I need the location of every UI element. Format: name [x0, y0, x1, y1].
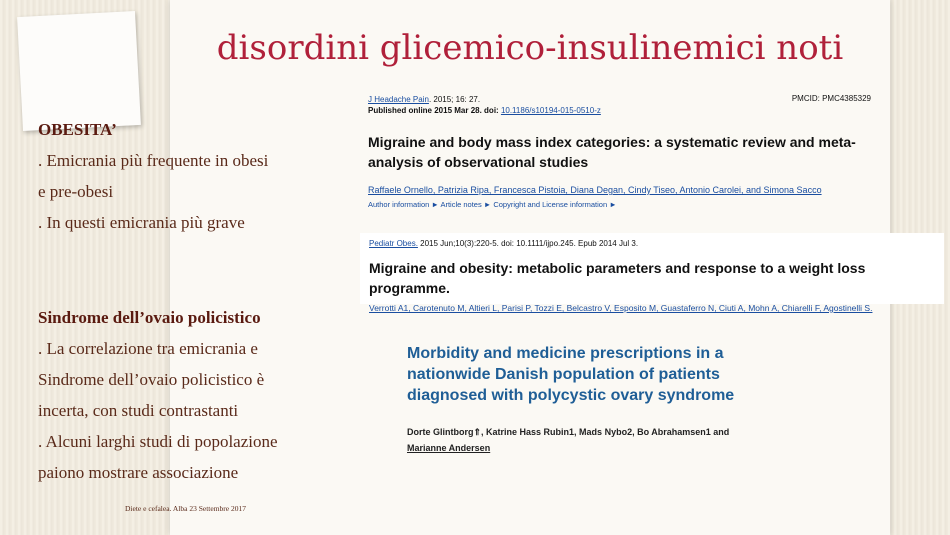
citation-text: . 2015; 16: 27. — [428, 95, 481, 104]
article-title: Migraine and body mass index categories: a systematic review and meta-analysis of observational studies — [368, 134, 856, 170]
article-danish-pcos — [407, 343, 787, 456]
pcos-line: incerta, con studi contrastanti — [38, 401, 239, 420]
obesity-heading: OBESITA’ — [38, 120, 117, 139]
pcos-line: Sindrome dell’ovaio policistico è — [38, 370, 265, 389]
pcos-line: . La correlazione tra emicrania e — [38, 339, 258, 358]
citation-text: 2015 Jun;10(3):220-5. doi: 10.1111/ijpo.245. Epub 2014 Jul 3. — [417, 239, 639, 248]
pmcid: PMCID: PMC4385329 — [791, 94, 871, 103]
obesity-line: e pre-obesi — [38, 182, 114, 201]
pcos-line: . Alcuni larghi studi di popolazione — [38, 432, 278, 451]
slide-footer: Diete e cefalea. Alba 23 Settembre 2017 — [125, 504, 246, 513]
pcos-line: paiono mostrare associazione — [38, 463, 239, 482]
author-list[interactable]: Verrotti A1, Carotenuto M, Altieri L, Parisi P, Tozzi E, Belcastro V, Esposito M, Guastaferro N, Ciuti A, Mohn A, Chiarelli F, Agostinelli S. — [369, 303, 873, 313]
obesity-section — [38, 114, 268, 238]
slide-title: disordini glicemico-insulinemici noti — [216, 28, 844, 68]
author-list — [407, 424, 787, 456]
journal-link[interactable]: Pediatr Obes. — [369, 239, 418, 248]
pcos-section — [38, 302, 278, 488]
authors-line: Dorte Glintborg⇑, Katrine Hass Rubin1, Mads Nybo2, Bo Abrahamsen1 and — [407, 427, 730, 437]
authors-line: Marianne Andersen — [407, 443, 491, 453]
article-title: Migraine and obesity: metabolic parameters and response to a weight loss programme. — [369, 260, 866, 296]
obesity-line: . Emicrania più frequente in obesi — [38, 151, 269, 170]
article-pediatr-obes — [360, 233, 944, 313]
article-title: Morbidity and medicine prescriptions in a nationwide Danish population of patients diagnosed with polycystic ovary syndrome — [407, 345, 735, 404]
published-text: Published online 2015 Mar 28. doi: — [368, 106, 499, 115]
author-list[interactable]: Raffaele Ornello, Patrizia Ripa, Francesca Pistoia, Diana Degan, Cindy Tiseo, Antonio Carolei, and Simona Sacco — [368, 185, 822, 195]
article-headache-bmi — [368, 94, 871, 209]
pcos-heading: Sindrome dell’ovaio policistico — [38, 308, 261, 327]
article-notes-links[interactable]: Author information ► Article notes ► Copyright and License information ► — [368, 200, 617, 209]
doi-link[interactable]: 10.1186/s10194-015-0510-z — [500, 106, 601, 115]
journal-link[interactable]: J Headache Pain — [368, 95, 429, 104]
article-meta — [369, 238, 944, 249]
obesity-line: . In questi emicrania più grave — [38, 213, 245, 232]
